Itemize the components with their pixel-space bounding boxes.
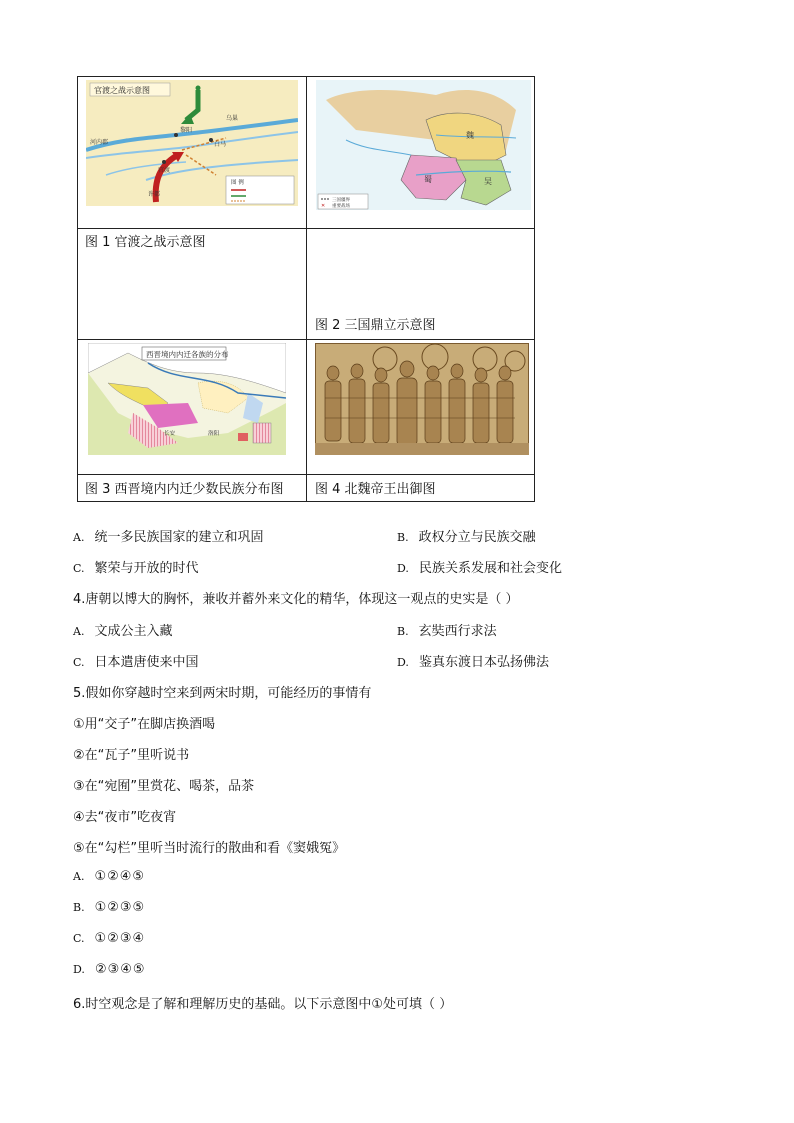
fig2-legend-battle: 重要战场 — [332, 204, 350, 209]
q4-option-c[interactable] — [73, 651, 199, 670]
q3-option-d[interactable] — [397, 557, 562, 576]
q6-stem: 6.时空观念是了解和理解历史的基础。以下示意图中①处可填（ ） — [73, 997, 453, 1012]
fig2-legend-border: 三国疆界 — [332, 198, 350, 203]
q4-option-a-label: A. — [73, 625, 85, 638]
q5-option-d[interactable] — [73, 962, 146, 977]
q4-option-b[interactable] — [397, 620, 497, 639]
q3-option-b-label: B. — [397, 531, 409, 544]
q5-item-2: ②在“瓦子”里听说书 — [73, 748, 190, 763]
q5-option-a[interactable] — [73, 869, 145, 884]
q3-option-c[interactable] — [73, 557, 199, 576]
fig1-place-liyang: 黎阳 — [180, 127, 193, 134]
northern-wei-emperor-relief — [315, 343, 529, 455]
q5-option-d-text: ②③④⑤ — [94, 962, 146, 977]
q4-option-a-text: 文成公主入藏 — [94, 624, 173, 639]
q5-item-3: ③在“宛囿”里赏花、喝茶，品茶 — [73, 779, 255, 794]
q3-option-c-label: C. — [73, 562, 85, 575]
fig2-caption: 图 2 三国鼎立示意图 — [315, 318, 436, 333]
q4-option-d[interactable] — [397, 651, 549, 670]
fig3-place-changan: 长安 — [164, 431, 176, 437]
q3-option-b-text: 政权分立与民族交融 — [418, 530, 536, 545]
table-divider-1 — [78, 228, 534, 229]
fig1-place-xudu: 许都 — [148, 191, 161, 198]
three-kingdoms-map — [316, 80, 531, 210]
fig1-legend-title: 图 例 — [231, 180, 244, 186]
fig2-label-shu: 蜀 — [424, 175, 432, 184]
q4-option-b-label: B. — [397, 625, 409, 638]
fig2-label-wu: 吴 — [484, 177, 492, 186]
fig2-label-wei: 魏 — [466, 131, 474, 140]
fig1-place-henei: 河内郡 — [90, 139, 109, 146]
figure-table — [77, 76, 535, 502]
q5-option-a-text: ①②④⑤ — [94, 869, 146, 884]
q5-item-5: ⑤在“勾栏”里听当时流行的散曲和看《窦娥冤》 — [73, 841, 346, 856]
q3-option-d-label: D. — [397, 562, 409, 575]
fig3-map-title: 西晋境内内迁各族的分布 — [146, 350, 229, 359]
q3-option-b[interactable] — [397, 526, 536, 545]
table-divider-2 — [78, 339, 534, 340]
q4-option-d-label: D. — [397, 656, 409, 669]
q4-option-b-text: 玄奘西行求法 — [418, 624, 497, 639]
q5-option-d-label: D. — [73, 963, 85, 976]
q5-option-c[interactable] — [73, 931, 145, 946]
q5-option-c-label: C. — [73, 932, 85, 945]
fig1-place-wuchao: 乌巢 — [226, 115, 239, 122]
fig4-caption: 图 4 北魏帝王出御图 — [315, 482, 436, 497]
table-divider-3 — [78, 474, 534, 475]
q5-item-1: ①用“交子”在脚店换酒喝 — [73, 717, 216, 732]
fig3-place-luoyang: 洛阳 — [208, 431, 220, 437]
fig1-map-title: 官渡之战示意图 — [94, 86, 150, 95]
q3-option-a-text: 统一多民族国家的建立和巩固 — [94, 530, 264, 545]
fig1-place-guandu: 官渡 — [158, 167, 171, 174]
q5-item-4: ④去“夜市”吃夜宵 — [73, 810, 177, 825]
q5-option-b-text: ①②③⑤ — [94, 900, 146, 915]
q4-option-c-text: 日本遣唐使来中国 — [94, 655, 199, 670]
guandu-battle-map — [86, 80, 298, 206]
q3-option-a-label: A. — [73, 531, 85, 544]
q5-option-a-label: A. — [73, 870, 85, 883]
q4-option-a[interactable] — [73, 620, 172, 639]
q3-option-c-text: 繁荣与开放的时代 — [94, 561, 199, 576]
q5-option-b[interactable] — [73, 900, 145, 915]
q3-option-a[interactable] — [73, 526, 263, 545]
table-divider-vertical — [306, 77, 307, 501]
fig1-place-baima: 白马 — [214, 141, 227, 148]
q5-option-b-label: B. — [73, 901, 85, 914]
western-jin-ethnic-map — [88, 343, 286, 455]
q3-option-d-text: 民族关系发展和社会变化 — [418, 561, 562, 576]
q5-option-c-text: ①②③④ — [94, 931, 146, 946]
q4-stem: 4.唐朝以博大的胸怀，兼收并蓄外来文化的精华，体现这一观点的史实是（ ） — [73, 592, 519, 607]
q5-stem: 5.假如你穿越时空来到两宋时期，可能经历的事情有 — [73, 686, 372, 701]
fig3-caption: 图 3 西晋境内内迁少数民族分布图 — [85, 482, 284, 497]
q4-option-d-text: 鉴真东渡日本弘扬佛法 — [418, 655, 549, 670]
svg-text:✕: ✕ — [321, 203, 326, 209]
fig1-caption: 图 1 官渡之战示意图 — [85, 235, 206, 250]
q4-option-c-label: C. — [73, 656, 85, 669]
